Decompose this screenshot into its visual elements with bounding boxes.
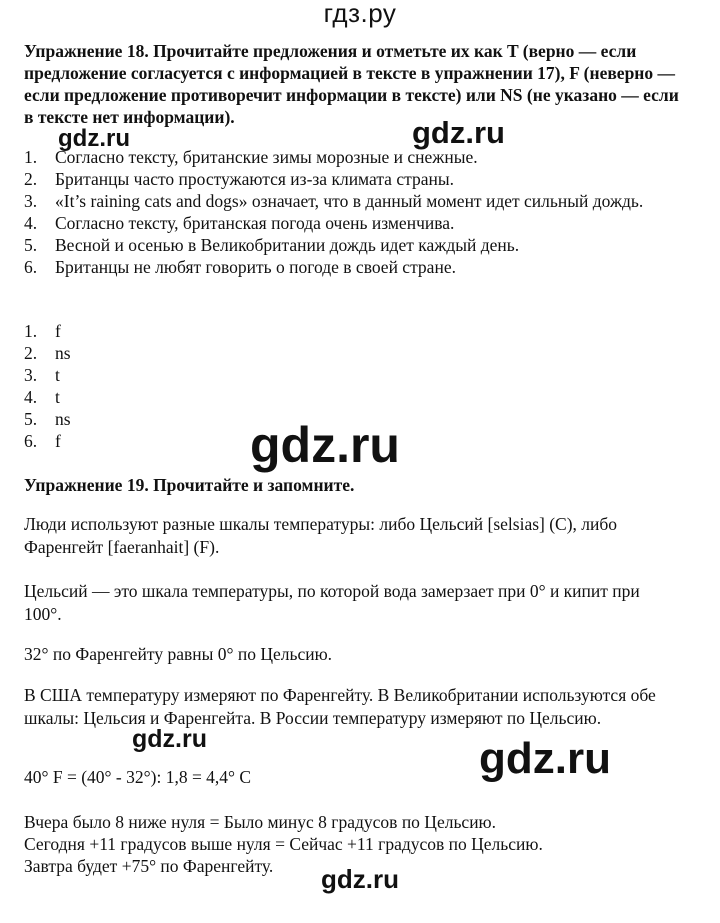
example-line: Завтра будет +75° по Фаренгейту. — [24, 856, 274, 876]
item-text: Британцы не любят говорить о погоде в своей стране. — [55, 257, 456, 277]
exercise-18-title: Упражнение 18. Прочитайте предложения и отметьте их как T (верно — если предложение согласуется с информацией в тексте в упражнении 17), F (неверно — если предложение противоречит информации в тексте) или NS (не указано — если в тексте нет информации). — [24, 41, 679, 127]
site-header: гдз.ру — [323, 0, 397, 28]
example-line: Сегодня +11 градусов выше нуля = Сейчас +11 градусов по Цельсию. — [24, 834, 543, 854]
watermark: gdz.ru — [412, 115, 505, 150]
paragraph: 32° по Фаренгейту равны 0° по Цельсию. — [24, 644, 333, 664]
item-number: 3. — [24, 365, 38, 385]
list-item — [24, 364, 684, 386]
item-number: 1. — [24, 321, 38, 341]
answer-text: t — [55, 387, 60, 407]
list-item — [24, 234, 684, 256]
item-number: 2. — [24, 343, 38, 363]
item-number: 4. — [24, 213, 38, 233]
item-number: 2. — [24, 169, 38, 189]
watermark: gdz.ru — [479, 734, 611, 783]
formula: 40° F = (40° - 32°): 1,8 = 4,4° C — [24, 767, 252, 787]
item-text: Весной и осенью в Великобритании дождь идет каждый день. — [55, 235, 520, 255]
exercise-19-title: Упражнение 19. Прочитайте и запомните. — [24, 475, 355, 495]
answer-text: ns — [55, 343, 71, 363]
list-item — [24, 342, 684, 364]
item-text: Согласно тексту, британская погода очень изменчива. — [55, 213, 455, 233]
answer-text: f — [55, 321, 61, 341]
exercise-18-statements — [24, 146, 684, 278]
list-item — [24, 256, 684, 278]
item-number: 6. — [24, 431, 38, 451]
paragraph: Цельсий — это шкала температуры, по которой вода замерзает при 0° и кипит при 100°. — [24, 581, 640, 624]
item-number: 4. — [24, 387, 38, 407]
answer-text: ns — [55, 409, 71, 429]
item-text: Британцы часто простужаются из-за климата страны. — [55, 169, 454, 189]
watermark: gdz.ru — [250, 417, 400, 473]
answer-text: t — [55, 365, 60, 385]
site-footer: gdz.ru — [321, 864, 399, 894]
list-item — [24, 190, 684, 212]
paragraph: Люди используют разные шкалы температуры: либо Цельсий [selsias] (C), либо Фаренгейт [faeranhait] (F). — [24, 514, 618, 557]
list-item — [24, 146, 684, 168]
paragraph: В США температуру измеряют по Фаренгейту. В Великобритании используются обе шкалы: Цельсия и Фаренгейта. В России температуру измеряют по Цельсию. — [24, 685, 656, 728]
list-item — [24, 168, 684, 190]
item-text: «It’s raining cats and dogs» означает, что в данный момент идет сильный дождь. — [55, 191, 644, 211]
example-line: Вчера было 8 ниже нуля = Было минус 8 градусов по Цельсию. — [24, 812, 497, 832]
item-number: 1. — [24, 147, 38, 167]
item-number: 5. — [24, 235, 38, 255]
item-number: 6. — [24, 257, 38, 277]
list-item — [24, 212, 684, 234]
item-number: 3. — [24, 191, 38, 211]
watermark: gdz.ru — [132, 725, 207, 753]
item-number: 5. — [24, 409, 38, 429]
item-text: Согласно тексту, британские зимы морозные и снежные. — [55, 147, 478, 167]
answer-text: f — [55, 431, 61, 451]
list-item — [24, 386, 684, 408]
watermark: gdz.ru — [58, 125, 130, 152]
list-item — [24, 320, 684, 342]
